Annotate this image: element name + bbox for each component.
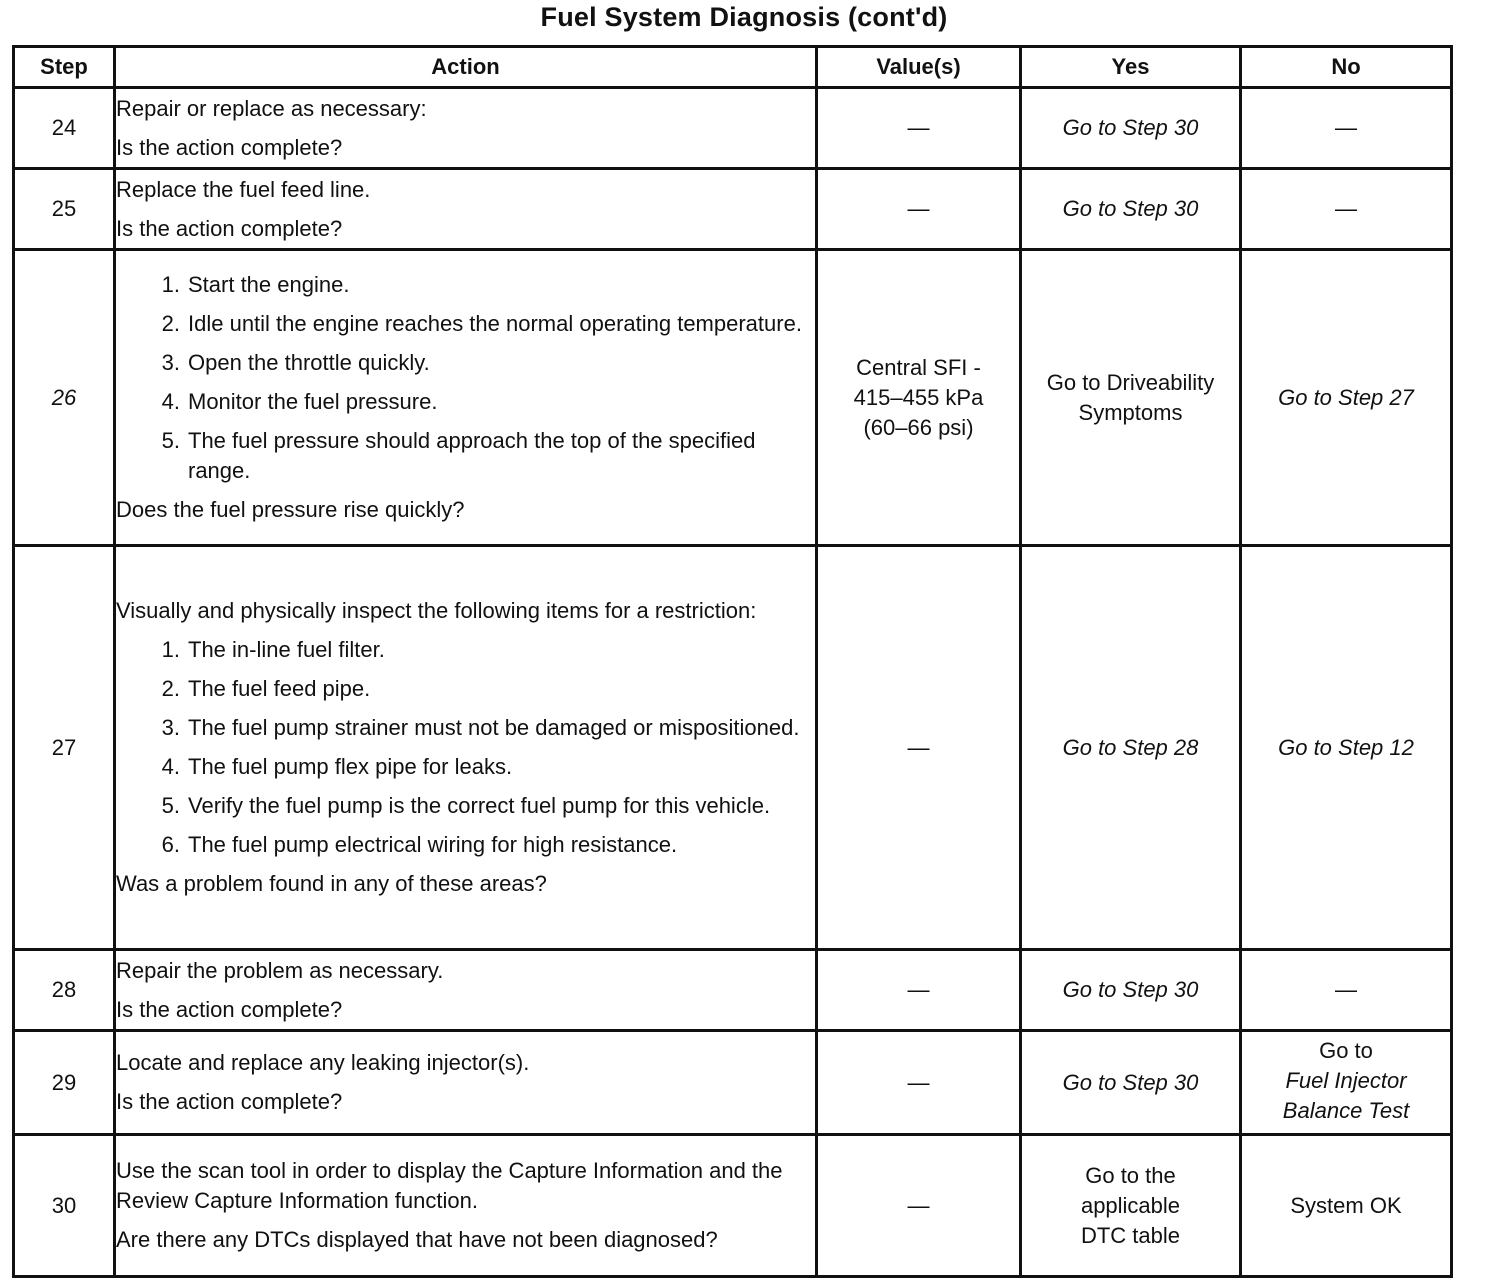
table-row-step-29 (14, 1031, 1452, 1135)
value-cell: — (817, 950, 1021, 1031)
list-item-text: The fuel feed pipe. (188, 676, 371, 701)
table-row-step-25 (14, 169, 1452, 250)
action-text: Replace the fuel feed line. (116, 176, 371, 202)
value-cell: — (817, 546, 1021, 950)
yes-line: Symptoms (1078, 399, 1183, 425)
yes-line: Go to Driveability (1046, 369, 1215, 395)
page-title: Fuel System Diagnosis (cont'd) (540, 2, 948, 32)
action-cell (115, 1135, 817, 1277)
action-cell (115, 950, 817, 1031)
action-text: Use the scan tool in order to display the Capture Information and the Review Capture Information function. (116, 1158, 783, 1213)
list-item (116, 426, 815, 486)
action-question: Are there any DTCs displayed that have not been diagnosed? (116, 1227, 718, 1252)
step-number: 27 (14, 546, 115, 950)
step-number: 30 (14, 1135, 115, 1277)
yes-cell: Go to Step 30 (1021, 950, 1241, 1031)
action-cell (115, 88, 817, 169)
no-cell: — (1241, 88, 1452, 169)
value-line: 415–455 kPa (853, 384, 984, 410)
action-text: Repair the problem as necessary. (116, 957, 444, 983)
action-cell (115, 546, 817, 950)
list-item-text: The fuel pump flex pipe for leaks. (188, 754, 513, 779)
no-line: Go to (1319, 1038, 1373, 1063)
list-item-number: 4. (161, 389, 180, 414)
yes-line: Go to the (1085, 1162, 1176, 1188)
list-item-text: The in-line fuel filter. (188, 637, 385, 662)
step-number: 26 (14, 250, 115, 546)
yes-cell (1021, 1135, 1241, 1277)
action-question: Does the fuel pressure rise quickly? (116, 497, 465, 522)
list-item-number: 6. (161, 832, 180, 857)
diagnosis-table (12, 45, 1453, 1278)
value-cell: — (817, 1135, 1021, 1277)
list-item (116, 791, 815, 821)
table-row-step-27 (14, 546, 1452, 950)
value-line: (60–66 psi) (863, 414, 974, 440)
yes-cell: Go to Step 30 (1021, 169, 1241, 250)
no-cell (1241, 1031, 1452, 1135)
list-item (116, 752, 815, 782)
table-row-step-26 (14, 250, 1452, 546)
action-question: Is the action complete? (116, 134, 343, 160)
header-values: Value(s) (817, 47, 1021, 88)
header-row (14, 47, 1452, 88)
list-item-text: Start the engine. (188, 272, 350, 297)
header-no: No (1241, 47, 1452, 88)
no-cell: Go to Step 12 (1241, 546, 1452, 950)
list-item (116, 674, 815, 704)
action-question: Is the action complete? (116, 215, 343, 241)
list-item-number: 5. (161, 428, 180, 453)
list-item-number: 2. (161, 676, 180, 701)
list-item-number: 3. (161, 350, 180, 375)
step-number: 28 (14, 950, 115, 1031)
list-item-number: 2. (161, 311, 180, 336)
no-cell: — (1241, 169, 1452, 250)
no-cell: System OK (1241, 1135, 1452, 1277)
header-action: Action (115, 47, 817, 88)
table-row-step-30 (14, 1135, 1452, 1277)
list-item (116, 830, 815, 860)
list-item (116, 270, 815, 300)
step-number: 29 (14, 1031, 115, 1135)
yes-cell: Go to Step 30 (1021, 88, 1241, 169)
yes-line: applicable (1080, 1192, 1181, 1218)
yes-cell: Go to Step 28 (1021, 546, 1241, 950)
value-cell: — (817, 88, 1021, 169)
header-yes: Yes (1021, 47, 1241, 88)
list-item (116, 713, 815, 743)
list-item-text: Monitor the fuel pressure. (188, 389, 438, 414)
no-cell: — (1241, 950, 1452, 1031)
list-item-text: The fuel pressure should approach the top of the specified range. (188, 428, 756, 483)
yes-cell: Go to Step 30 (1021, 1031, 1241, 1135)
value-cell: — (817, 169, 1021, 250)
list-item-number: 1. (161, 637, 180, 662)
list-item (116, 635, 815, 665)
list-item (116, 387, 815, 417)
list-item (116, 309, 815, 339)
fuel-injector-balance-test-link-line: Fuel Injector (1285, 1068, 1407, 1093)
action-text: Visually and physically inspect the following items for a restriction: (116, 598, 757, 623)
table-row-step-28 (14, 950, 1452, 1031)
action-question: Is the action complete? (116, 996, 343, 1022)
list-item-number: 1. (161, 272, 180, 297)
procedure-list (116, 270, 815, 486)
list-item-text: Open the throttle quickly. (188, 350, 430, 375)
action-text: Repair or replace as necessary: (116, 95, 427, 121)
list-item-text: Idle until the engine reaches the normal operating temperature. (188, 311, 802, 336)
inspection-list (116, 635, 815, 860)
value-line: Central SFI - (856, 354, 981, 380)
yes-cell (1021, 250, 1241, 546)
action-question: Was a problem found in any of these areas? (116, 871, 547, 896)
action-cell (115, 169, 817, 250)
list-item-number: 3. (161, 715, 180, 740)
action-cell (115, 250, 817, 546)
list-item-number: 4. (161, 754, 180, 779)
fuel-injector-balance-test-link-line: Balance Test (1282, 1098, 1410, 1123)
header-step: Step (14, 47, 115, 88)
table-row-step-24 (14, 88, 1452, 169)
list-item-text: The fuel pump strainer must not be damaged or mispositioned. (188, 715, 800, 740)
list-item-text: Verify the fuel pump is the correct fuel pump for this vehicle. (188, 793, 771, 818)
action-question: Is the action complete? (116, 1089, 343, 1114)
step-number: 24 (14, 88, 115, 169)
step-number: 25 (14, 169, 115, 250)
action-text: Locate and replace any leaking injector(s). (116, 1050, 530, 1075)
list-item (116, 348, 815, 378)
action-cell (115, 1031, 817, 1135)
no-cell: Go to Step 27 (1241, 250, 1452, 546)
value-cell (817, 250, 1021, 546)
value-cell: — (817, 1031, 1021, 1135)
yes-line: DTC table (1080, 1222, 1181, 1248)
list-item-number: 5. (161, 793, 180, 818)
list-item-text: The fuel pump electrical wiring for high resistance. (188, 832, 678, 857)
